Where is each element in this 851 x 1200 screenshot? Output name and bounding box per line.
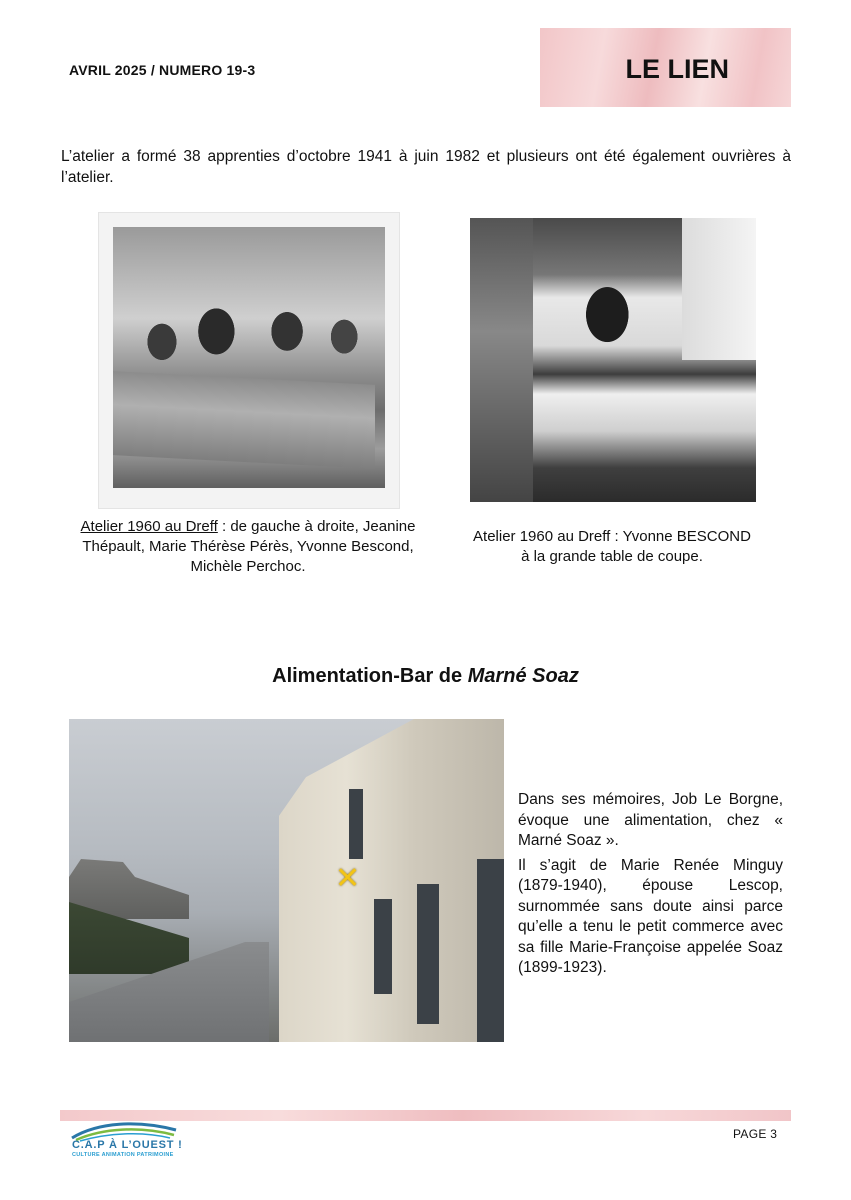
caption-photo-1 (70, 517, 426, 577)
section-title (0, 665, 851, 688)
newsletter-title: LE LIEN (625, 54, 729, 84)
page-number: PAGE 3 (733, 1127, 778, 1141)
caption-photo-1-lead: Atelier 1960 au Dreff (80, 518, 218, 535)
cap-a-louest-logo (58, 1118, 188, 1170)
section-title-name: Marné Soaz (467, 665, 579, 687)
section-text (518, 790, 783, 983)
caption-photo-2 (442, 527, 782, 567)
photo-atelier-sewing (99, 213, 399, 508)
caption-photo-2-line1: Atelier 1960 au Dreff : Yvonne BESCOND (473, 528, 751, 545)
issue-date: AVRIL 2025 / NUMERO 19-3 (69, 62, 256, 78)
photo-street-house (69, 719, 504, 1042)
header-banner (540, 28, 791, 107)
caption-photo-1-text: : de gauche à droite, Jeanine Thépault, Marie Thérèse Pérès, Yvonne Bescond, Michèle Perchoc. (82, 518, 416, 575)
location-cross-icon: ✕ (335, 862, 361, 895)
intro-paragraph: L’atelier a formé 38 apprenties d’octobre 1941 à juin 1982 et plusieurs ont été également ouvrières à l’atelier. (61, 148, 791, 186)
section-paragraph-1: Dans ses mémoires, Job Le Borgne, évoque une alimentation, chez « Marné Soaz ». (518, 791, 783, 849)
section-title-prefix: Alimentation-Bar de (272, 665, 468, 687)
logo-tagline: CULTURE ANIMATION PATRIMOINE (72, 1152, 174, 1158)
photo-atelier-cutting-table (470, 218, 756, 502)
caption-photo-2-line2: à la grande table de coupe. (521, 548, 703, 565)
section-paragraph-2: Il s’agit de Marie Renée Minguy (1879-1940), épouse Lescop, surnommée sans doute ainsi parce qu’elle a tenu le petit commerce avec sa fille Marie-Françoise appelée Soaz (1899-1923). (518, 856, 783, 976)
logo-name: C.A.P À L’OUEST ! (72, 1139, 183, 1151)
